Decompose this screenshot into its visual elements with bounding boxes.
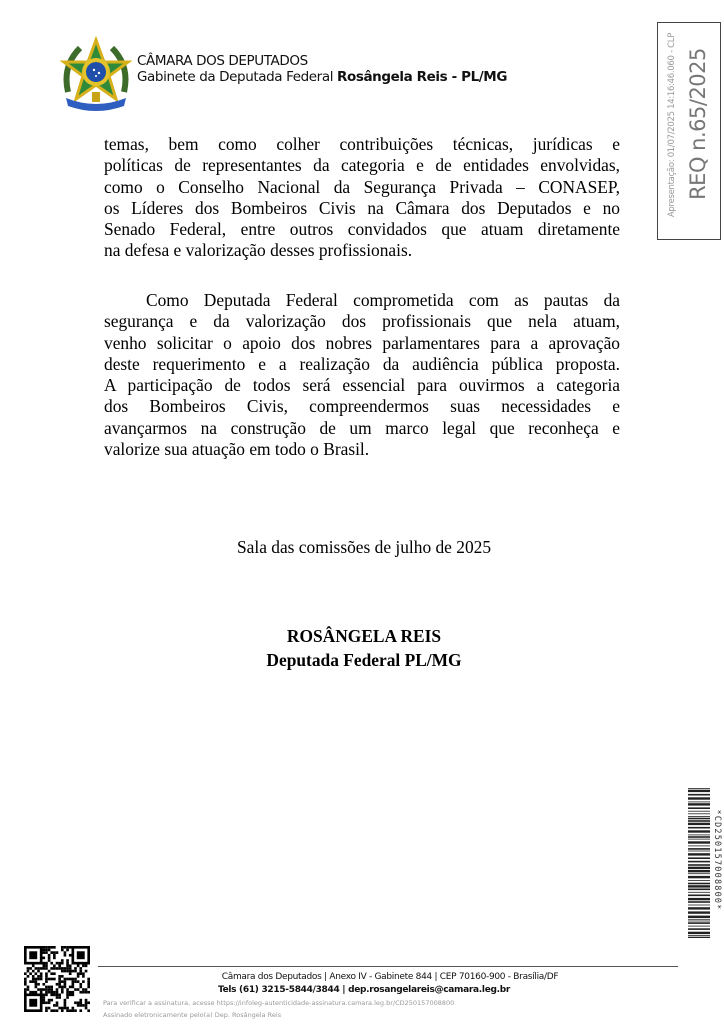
qr-module [64, 1001, 67, 1004]
qr-module [72, 1009, 75, 1012]
qr-module [64, 1007, 67, 1010]
qr-module [56, 951, 59, 954]
barcode-bar [688, 827, 710, 829]
qr-module [42, 957, 45, 960]
qr-module [82, 964, 85, 967]
qr-module [53, 951, 56, 954]
barcode-bar [688, 803, 710, 805]
qr-module [29, 999, 37, 1007]
qr-module [45, 949, 48, 952]
text-line: temas, bem como colher contribuições técnicas, jurídicas e [104, 134, 620, 154]
text-line: dos Bombeiros Civis, compreendermos suas necessidades e [104, 396, 620, 417]
presentation-date: Apresentação: 01/07/2025 14:16:46.060 - CLP [667, 32, 677, 218]
barcode-bar [688, 926, 710, 927]
footer-address: Câmara dos Deputados | Anexo IV - Gabinete 844 | CEP 70160-900 - Brasília/DF [221, 972, 559, 982]
text-line: venho solicitar o apoio dos nobres parlamentares para a aprovação [104, 332, 620, 353]
office-line [137, 69, 507, 85]
letterhead [137, 53, 507, 85]
qr-module [45, 951, 48, 954]
qr-module [79, 1004, 82, 1007]
barcode-bar [688, 907, 710, 909]
barcode-bar [688, 898, 710, 900]
qr-module [69, 967, 72, 970]
barcode-bar [688, 876, 710, 878]
barcode-bar [688, 921, 710, 922]
qr-module [48, 949, 51, 952]
barcode-bar [688, 905, 710, 906]
qr-module [50, 999, 53, 1002]
qr-module [56, 962, 59, 965]
qr-module [61, 1009, 64, 1012]
qr-module [42, 964, 45, 967]
qr-module [66, 959, 69, 962]
barcode-bar [688, 916, 710, 918]
qr-module [74, 1009, 77, 1012]
qr-module [66, 1007, 69, 1010]
barcode-bar [688, 830, 710, 832]
text-line: Senado Federal, entre outros convidados que atuam diretamente [104, 219, 620, 240]
qr-module [82, 1004, 85, 1007]
institution-name: CÂMARA DOS DEPUTADOS [137, 53, 308, 69]
qr-module [24, 972, 27, 975]
barcode-text: *CD250157008800* [712, 809, 722, 911]
qr-module [50, 1009, 53, 1012]
qr-module [79, 1001, 82, 1004]
text-line: na defesa e valorização desses profissionais. [104, 240, 413, 261]
qr-module [69, 1009, 72, 1012]
qr-module [24, 980, 27, 983]
barcode-bar [688, 932, 710, 934]
barcode-bar [688, 846, 710, 847]
barcode-bar [688, 790, 710, 792]
barcode-bar [688, 892, 710, 893]
qr-module [85, 964, 88, 967]
qr-module [74, 967, 77, 970]
text-line: segurança e da valorização dos profissionais que nela atuam, [104, 311, 620, 332]
verify-signature-text: Para verificar a assinatura, acesse https://infoleg-autenticidade-assinatura.camara.leg.br/CD250157008800 [103, 999, 455, 1007]
barcode-bar [688, 794, 710, 796]
qr-module [45, 964, 48, 967]
qr-module [64, 954, 67, 957]
text-line: valorize sua atuação em todo o Brasil. [104, 439, 370, 460]
qr-module [53, 957, 56, 960]
qr-module [64, 1004, 67, 1007]
req-number: REQ n.65/2025 [686, 48, 710, 200]
text-line: os Líderes dos Bombeiros Civis na Câmara dos Deputados e no [104, 197, 620, 218]
qr-module [56, 1001, 59, 1004]
qr-module [50, 951, 53, 954]
qr-module [40, 967, 43, 970]
qr-module [61, 959, 64, 962]
qr-module [42, 951, 45, 954]
qr-module [61, 949, 64, 952]
barcode-bar [688, 848, 710, 850]
qr-module [50, 967, 53, 970]
barcode-bar [688, 901, 710, 903]
qr-module [32, 964, 35, 967]
qr-module [64, 967, 67, 970]
qr-module [85, 999, 88, 1002]
barcode-bar [688, 851, 710, 852]
barcode-bar [688, 857, 710, 859]
qr-module [56, 967, 59, 970]
barcode-bar [688, 797, 710, 799]
qr-module [69, 954, 72, 957]
text-line: Como Deputada Federal comprometida com as pautas da [146, 290, 620, 310]
qr-module [87, 1009, 90, 1012]
qr-module [27, 967, 30, 970]
barcode-bar [688, 919, 710, 920]
signer-name: ROSÂNGELA REIS [286, 626, 442, 646]
qr-module [64, 946, 67, 949]
qr-module [77, 1001, 80, 1004]
qr-module [29, 951, 37, 959]
qr-module [53, 954, 56, 957]
qr-module [42, 962, 45, 965]
barcode-bar [688, 836, 710, 838]
qr-module [48, 954, 51, 957]
qr-module [50, 946, 53, 949]
qr-module [85, 1001, 88, 1004]
barcode-bar [688, 788, 710, 789]
qr-module [66, 962, 69, 965]
office-suffix: - PL/MG [447, 69, 508, 85]
qr-module [61, 1007, 64, 1010]
text-line: avançarmos na construção de um marco legal que reconheça e [104, 417, 620, 438]
qr-module [48, 946, 51, 949]
signed-by-text: Assinado eletronicamente pelo(a) Dep. Rosângela Reis [103, 1011, 282, 1019]
place-date: Sala das comissões de julho de 2025 [236, 537, 492, 557]
qr-module [48, 959, 51, 962]
qr-module [61, 967, 64, 970]
qr-module [66, 996, 69, 999]
qr-module [56, 1009, 59, 1012]
qr-module [61, 962, 64, 965]
protocol-stamp [657, 22, 721, 240]
qr-module [37, 967, 40, 970]
qr-module [48, 999, 51, 1002]
paragraph-1 [104, 134, 620, 262]
qr-module [48, 1007, 51, 1010]
office-prefix: Gabinete da Deputada Federal [137, 69, 337, 85]
barcode-bar [688, 823, 710, 825]
deputy-name: Rosângela Reis [336, 69, 448, 85]
qr-module [69, 946, 72, 949]
barcode-bar [688, 841, 710, 843]
barcode-bar [688, 807, 710, 809]
qr-module [58, 967, 61, 970]
barcode-bar [688, 861, 710, 863]
qr-module [77, 1004, 80, 1007]
qr-module [42, 1001, 45, 1004]
barcode-bar [688, 928, 710, 930]
barcode-bar [688, 885, 710, 887]
qr-module [77, 951, 85, 959]
barcode-bar [688, 870, 710, 872]
barcode-bar [688, 818, 710, 820]
footer-divider [98, 966, 678, 967]
qr-module [42, 999, 45, 1002]
qr-module [48, 1001, 51, 1004]
qr-module [58, 962, 61, 965]
qr-module [58, 996, 61, 999]
qr-module [53, 964, 56, 967]
barcode-bar [688, 802, 710, 803]
signer-title: Deputada Federal PL/MG [266, 650, 462, 670]
barcode-bar [688, 813, 710, 814]
qr-module [53, 946, 56, 949]
qr-module [79, 967, 82, 970]
qr-module [79, 999, 82, 1002]
paragraph-2 [104, 290, 620, 460]
text-line: deste requerimento e a realização da audiência pública proposta. [104, 353, 620, 374]
qr-module [61, 946, 64, 949]
qr-module [35, 967, 38, 970]
qr-module [42, 946, 45, 949]
qr-module [45, 962, 48, 965]
qr-module [50, 962, 53, 965]
text-line: como o Conselho Nacional da Segurança Privada – CONASEP, [104, 176, 620, 197]
qr-module [85, 1007, 88, 1010]
qr-module [53, 1004, 56, 1007]
qr-module [45, 946, 48, 949]
qr-module [66, 949, 69, 952]
qr-module [77, 964, 80, 967]
barcode-bar [688, 835, 710, 836]
qr-module [45, 1009, 48, 1012]
qr-module [66, 964, 69, 967]
brasao-coat-of-arms-logo [58, 36, 134, 112]
qr-module [56, 996, 59, 999]
barcode-bar [688, 937, 710, 938]
qr-module [64, 951, 67, 954]
qr-module [45, 1007, 48, 1010]
barcode-bar [688, 935, 710, 936]
qr-module [74, 1001, 77, 1004]
barcode-bar [688, 911, 710, 913]
qr-module [66, 946, 69, 949]
barcode-bar [688, 873, 710, 874]
qr-module [72, 1007, 75, 1010]
qr-module [29, 967, 32, 970]
barcode-bar [688, 816, 710, 817]
barcode-bar [688, 883, 710, 885]
barcode-bar [688, 895, 710, 897]
qr-module [87, 1001, 90, 1004]
barcode-bar [688, 839, 710, 840]
qr-module [58, 964, 61, 967]
text-line: políticas de representantes da categoria e de entidades envolvidas, [104, 155, 620, 176]
qr-module [64, 999, 67, 1002]
qr-module [66, 1009, 69, 1012]
qr-module [53, 967, 56, 970]
barcode-bar [688, 880, 710, 881]
barcode [688, 788, 710, 938]
qr-module [42, 996, 45, 999]
barcode-bar [688, 864, 710, 866]
qr-module [42, 967, 45, 970]
qr-module [85, 1004, 88, 1007]
qr-module [42, 949, 45, 952]
qr-module [24, 978, 27, 981]
qr-module [69, 964, 72, 967]
barcode-bar [688, 922, 710, 924]
qr-module [48, 957, 51, 960]
qr-module [53, 1009, 56, 1012]
qr-module [66, 967, 69, 970]
barcode-bar [688, 853, 710, 855]
barcode-bar [688, 820, 710, 822]
text-line: A participação de todos será essencial para ouvirmos a categoria [104, 375, 620, 396]
barcode-bar [688, 811, 710, 812]
qr-module [45, 1001, 48, 1004]
qr-module [79, 1009, 82, 1012]
qr-module [58, 1007, 61, 1010]
footer-contact: Tels (61) 3215-5844/3844 | dep.rosangelareis@camara.leg.br [217, 985, 511, 995]
barcode-bar [688, 889, 710, 891]
qr-module [56, 1004, 59, 1007]
barcode-bar [688, 867, 710, 869]
qr-module [45, 967, 48, 970]
